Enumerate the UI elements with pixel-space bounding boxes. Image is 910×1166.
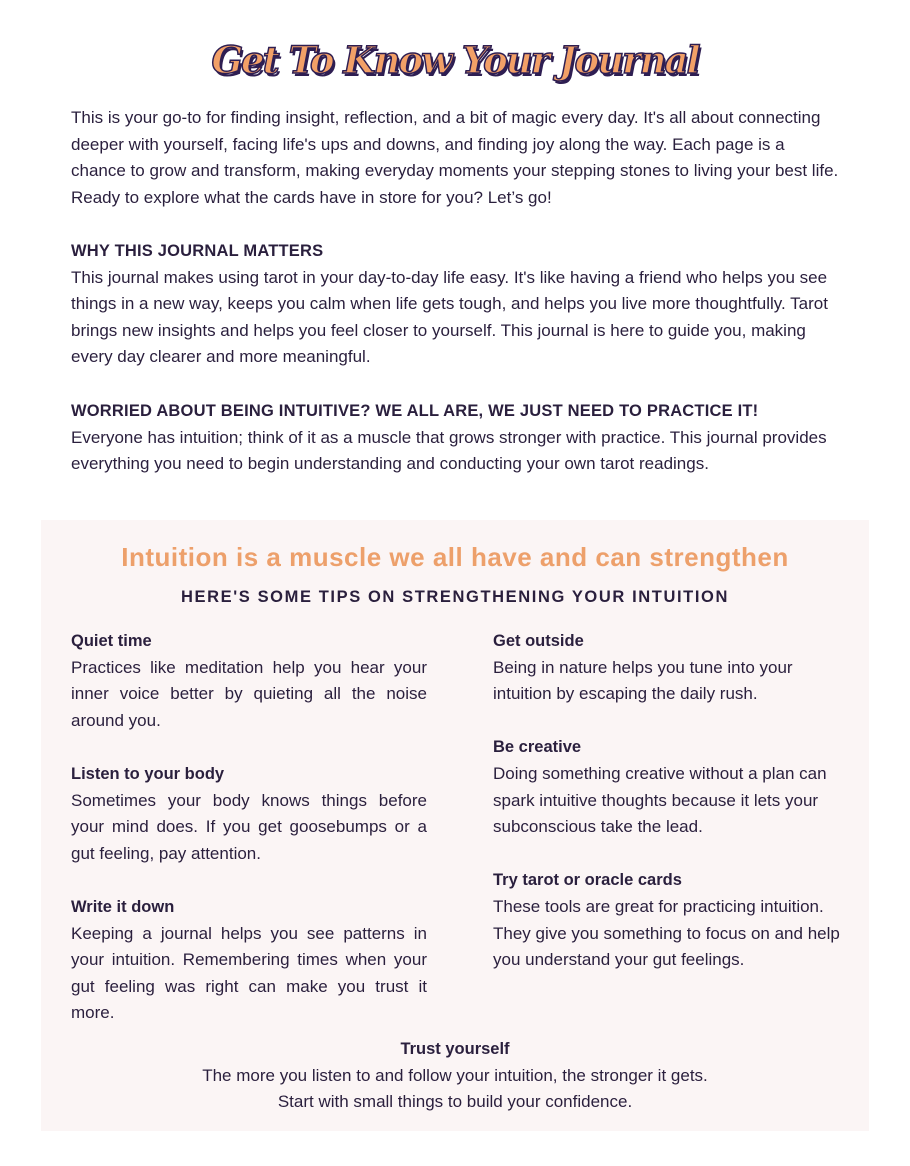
tip-title: Try tarot or oracle cards: [493, 871, 682, 890]
intro-section: [71, 105, 841, 211]
tip-body: Doing something creative without a plan can spark intuitive thoughts because it lets your subconscious take the lead.: [493, 763, 827, 837]
tips-subtitle: HERE'S SOME TIPS ON STRENGTHENING YOUR INTUITION: [181, 588, 729, 606]
worried-text: Everyone has intuition; think of it as a muscle that grows stronger with practice. This journal provides everything you need to begin understanding and conducting your own tarot readings.: [71, 427, 827, 474]
why-section: [71, 238, 841, 371]
tip-body: Keeping a journal helps you see patterns in your intuition. Remembering times when your gut feeling was right can make you trust it more.: [71, 923, 427, 1023]
trust-line-1: The more you listen to and follow your intuition, the stronger it gets.: [202, 1065, 708, 1085]
tips-title: Intuition is a muscle we all have and can strengthen: [121, 542, 789, 572]
worried-section: [71, 398, 841, 478]
tip-title: Write it down: [71, 897, 175, 916]
tip-title: Be creative: [493, 738, 582, 757]
tip-body: These tools are great for practicing intuition. They give you something to focus on and help you understand your gut feelings.: [493, 896, 840, 970]
tip-title: Get outside: [493, 632, 584, 650]
intro-text: This is your go-to for finding insight, reflection, and a bit of magic every day. It's all about connecting deeper with yourself, facing life's ups and downs, and finding joy along the way. Each page is a chance to grow and transform, making everyday moments your stepping stones to living your best life. Ready to explore what the cards have in store for you? Let’s go!: [71, 108, 839, 207]
tips-left-column: [71, 628, 427, 1054]
page-title: Get To Know Your Journal: [211, 38, 699, 82]
tip-title: Listen to your body: [71, 764, 225, 783]
why-heading: WHY THIS JOURNAL MATTERS: [71, 242, 324, 260]
tip-title: Quiet time: [71, 632, 152, 650]
tip-be-creative: [493, 734, 841, 840]
tip-quiet-time: [71, 628, 427, 734]
trust-yourself-section: [0, 1036, 910, 1116]
tip-get-outside: [493, 628, 841, 708]
tip-body: Being in nature helps you tune into your intuition by escaping the daily rush.: [493, 657, 793, 704]
title-wrap: [0, 34, 910, 86]
tip-tarot-cards: [493, 867, 841, 973]
tip-listen-to-body: [71, 761, 427, 867]
tip-write-it-down: [71, 894, 427, 1027]
worried-heading: WORRIED ABOUT BEING INTUITIVE? WE ALL ARE, WE JUST NEED TO PRACTICE IT!: [71, 402, 759, 420]
tip-body: Practices like meditation help you hear your inner voice better by quieting all the noise around you.: [71, 657, 427, 730]
trust-title: Trust yourself: [400, 1040, 510, 1058]
trust-line-2: Start with small things to build your confidence.: [277, 1092, 633, 1112]
tip-body: Sometimes your body knows things before your mind does. If you get goosebumps or a gut feeling, pay attention.: [71, 790, 427, 863]
why-text: This journal makes using tarot in your day-to-day life easy. It's like having a friend who helps you see things in a new way, keeps you calm when life gets tough, and helps you live more thoughtfully. Tarot brings new insights and helps you feel closer to yourself. This journal is here to guide you, making every day clearer and more meaningful.: [71, 267, 828, 367]
tips-right-column: [493, 628, 841, 1000]
